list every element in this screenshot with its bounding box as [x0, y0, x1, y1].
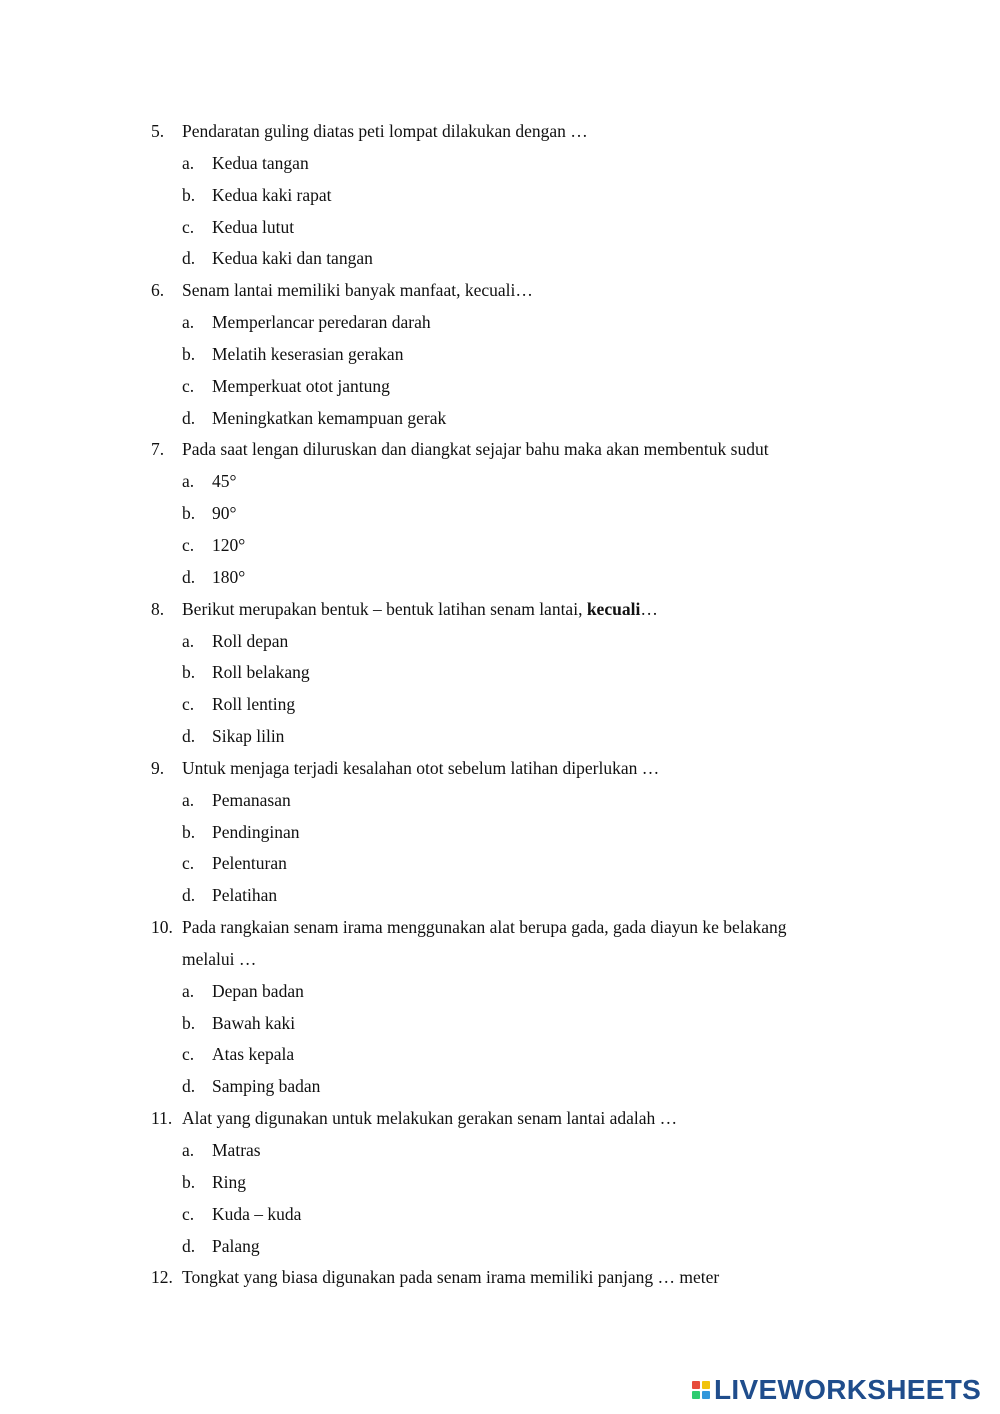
question-number: 8.: [151, 598, 165, 619]
option-letter: c.: [182, 853, 195, 874]
option-6d: [0, 403, 1000, 435]
option-6c: [0, 371, 1000, 403]
option-5c: [0, 212, 1000, 244]
question-number: 5.: [151, 121, 165, 141]
question-text: Pendaratan guling diatas peti lompat dilakukan dengan …: [182, 121, 588, 141]
option-text: Pelenturan: [212, 853, 287, 874]
question-10-continuation: [0, 944, 1000, 976]
logo-tile-v: [692, 1391, 700, 1399]
option-text: Kedua kaki rapat: [212, 184, 332, 205]
option-5b: [0, 180, 1000, 212]
logo-tile-e: [702, 1391, 710, 1399]
option-11a: [0, 1135, 1000, 1167]
question-8: [0, 594, 1000, 626]
question-text: [182, 594, 658, 626]
option-8c: [0, 689, 1000, 721]
question-10: [0, 912, 1000, 944]
option-letter: b.: [182, 1012, 196, 1033]
option-text: Kedua tangan: [212, 152, 309, 173]
option-letter: d.: [182, 1076, 196, 1097]
question-number: 12.: [151, 1267, 173, 1288]
question-text-post: …: [640, 598, 658, 619]
option-letter: a.: [182, 789, 195, 810]
option-6b: [0, 339, 1000, 371]
option-letter: b.: [182, 1171, 196, 1192]
option-5a: [0, 148, 1000, 180]
option-text: Atas kepala: [212, 1044, 295, 1065]
option-letter: b.: [182, 343, 196, 364]
question-text: Untuk menjaga terjadi kesalahan otot sebelum latihan diperlukan …: [182, 757, 660, 778]
option-text: Kedua lutut: [212, 216, 295, 237]
option-6a: [0, 307, 1000, 339]
logo-tile-l: [692, 1381, 700, 1389]
option-letter: c.: [182, 375, 195, 396]
option-letter: a.: [182, 1140, 195, 1160]
question-7: [0, 434, 1000, 466]
question-text: Tongkat yang biasa digunakan pada senam irama memiliki panjang … meter: [182, 1267, 720, 1288]
option-text: 180°: [212, 566, 246, 587]
option-text: 45°: [212, 471, 237, 492]
question-text: Senam lantai memiliki banyak manfaat, kecuali…: [182, 280, 533, 301]
option-text: Roll belakang: [212, 662, 310, 683]
option-10a: [0, 976, 1000, 1008]
option-text: Melatih keserasian gerakan: [212, 343, 404, 364]
question-text: Pada saat lengan diluruskan dan diangkat sejajar bahu maka akan membentuk sudut: [182, 439, 769, 460]
option-text: Ring: [212, 1171, 247, 1192]
option-7c: [0, 530, 1000, 562]
option-letter: c.: [182, 1203, 195, 1224]
question-5: [0, 116, 1000, 148]
option-text: Sikap lilin: [212, 726, 285, 747]
option-letter: d.: [182, 566, 196, 587]
option-letter: a.: [182, 312, 195, 333]
option-9a: [0, 785, 1000, 817]
option-text: Memperlancar peredaran darah: [212, 312, 431, 333]
option-letter: c.: [182, 216, 195, 237]
option-10b: [0, 1008, 1000, 1040]
question-number: 9.: [151, 757, 165, 778]
option-8d: [0, 721, 1000, 753]
question-9: [0, 753, 1000, 785]
option-text: Memperkuat otot jantung: [212, 375, 390, 396]
option-letter: a.: [182, 471, 195, 492]
option-10d: [0, 1071, 1000, 1103]
liveworksheets-logo: [692, 1374, 981, 1406]
option-letter: a.: [182, 152, 195, 173]
logo-wordmark: LIVEWORKSHEETS: [714, 1374, 982, 1405]
option-11b: [0, 1167, 1000, 1199]
option-9d: [0, 880, 1000, 912]
option-letter: d.: [182, 407, 196, 428]
question-text: Pada rangkaian senam irama menggunakan alat berupa gada, gada diayun ke belakang: [182, 917, 787, 938]
question-6: [0, 275, 1000, 307]
option-letter: a.: [182, 980, 195, 1001]
option-10c: [0, 1039, 1000, 1071]
option-letter: c.: [182, 534, 195, 555]
question-number: 6.: [151, 280, 165, 301]
option-text: Pelatihan: [212, 885, 278, 906]
option-text: Roll lenting: [212, 694, 296, 715]
option-letter: b.: [182, 503, 196, 524]
option-letter: b.: [182, 662, 196, 683]
option-text: Kuda – kuda: [212, 1203, 302, 1224]
question-11: [0, 1103, 1000, 1135]
option-letter: a.: [182, 630, 195, 651]
option-11d: [0, 1231, 1000, 1263]
option-text: Depan badan: [212, 980, 304, 1001]
option-8b: [0, 657, 1000, 689]
option-letter: d.: [182, 726, 196, 747]
option-text: Palang: [212, 1235, 260, 1256]
option-7a: [0, 466, 1000, 498]
logo-tile-i: [702, 1381, 710, 1389]
option-letter: b.: [182, 184, 196, 205]
option-5d: [0, 243, 1000, 275]
option-letter: c.: [182, 694, 195, 715]
option-text: Roll depan: [212, 630, 289, 651]
option-letter: d.: [182, 885, 196, 906]
question-text: Alat yang digunakan untuk melakukan gerakan senam lantai adalah …: [182, 1108, 678, 1129]
option-9c: [0, 848, 1000, 880]
option-9b: [0, 817, 1000, 849]
question-number: 10.: [151, 917, 173, 938]
option-text: Meningkatkan kemampuan gerak: [212, 407, 447, 428]
option-text: Bawah kaki: [212, 1012, 296, 1033]
question-number: 7.: [151, 439, 165, 460]
option-11c: [0, 1199, 1000, 1231]
option-letter: b.: [182, 821, 196, 842]
option-8a: [0, 626, 1000, 658]
option-text: Pendinginan: [212, 821, 300, 842]
option-7d: [0, 562, 1000, 594]
worksheet-page: [0, 116, 1000, 1294]
question-number: 11.: [151, 1108, 173, 1129]
question-12: [0, 1262, 1000, 1294]
option-letter: c.: [182, 1044, 195, 1065]
question-text-emphasis: kecuali: [586, 598, 641, 619]
option-7b: [0, 498, 1000, 530]
option-text: Samping badan: [212, 1076, 321, 1097]
option-text: Pemanasan: [212, 789, 291, 810]
liveworksheets-logo-icon: [692, 1381, 710, 1399]
option-text: Matras: [212, 1140, 261, 1160]
question-text-continuation: melalui …: [182, 948, 257, 969]
question-text-pre: Berikut merupakan bentuk – bentuk latihan senam lantai,: [182, 598, 587, 619]
option-text: Kedua kaki dan tangan: [212, 248, 373, 269]
option-letter: d.: [182, 248, 196, 269]
option-letter: d.: [182, 1235, 196, 1256]
option-text: 120°: [212, 534, 246, 555]
option-text: 90°: [212, 503, 237, 524]
